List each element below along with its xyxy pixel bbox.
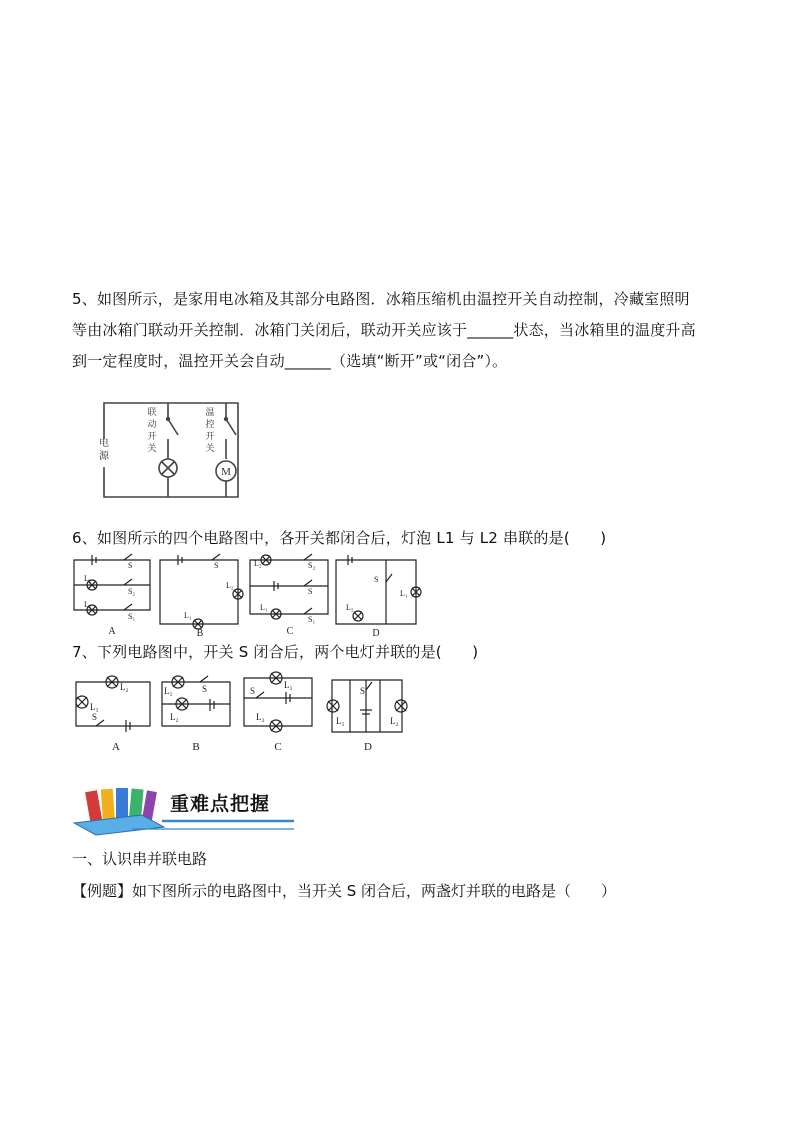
svg-text:L₂: L₂ — [256, 712, 265, 722]
svg-text:L₁: L₁ — [84, 600, 92, 609]
q6-option-d: D — [372, 628, 380, 639]
svg-text:L₂: L₂ — [390, 716, 399, 726]
svg-text:关: 关 — [147, 443, 157, 453]
q6-option-a: A — [108, 626, 116, 637]
section-banner-title: 重难点把握 — [170, 793, 271, 815]
svg-text:L₂: L₂ — [120, 682, 129, 692]
svg-text:L₂: L₂ — [226, 581, 234, 590]
svg-text:S: S — [360, 686, 366, 696]
example-question: 【例题】如下图所示的电路图中，当开关 S 闭合后，两盏灯并联的电路是（ ） — [72, 882, 617, 900]
q7-option-b: B — [192, 741, 200, 753]
svg-text:S: S — [128, 561, 133, 570]
q5-line-2: 等由冰箱门联动开关控制．冰箱门关闭后，联动开关应该于______状态，当冰箱里的温度升高 — [72, 321, 696, 339]
svg-text:L₁: L₁ — [400, 589, 408, 598]
svg-text:L₁: L₁ — [284, 680, 293, 690]
q7-option-a: A — [112, 741, 120, 753]
svg-text:S: S — [214, 561, 219, 570]
svg-text:L₂: L₂ — [84, 574, 92, 583]
section-heading: 一、认识串并联电路 — [72, 850, 208, 868]
svg-text:L₁: L₁ — [164, 686, 173, 696]
svg-text:S₁: S₁ — [308, 615, 316, 624]
svg-text:关: 关 — [205, 443, 215, 453]
q7-option-d: D — [364, 741, 372, 753]
svg-text:S₁: S₁ — [128, 612, 136, 621]
svg-text:L₂: L₂ — [170, 712, 179, 722]
svg-text:L₁: L₁ — [336, 716, 345, 726]
svg-text:S: S — [92, 712, 98, 722]
svg-text:源: 源 — [99, 451, 109, 462]
question-6 — [72, 523, 727, 554]
q7-option-c: C — [274, 741, 282, 753]
svg-text:开: 开 — [147, 431, 157, 441]
door-switch-label: 联 — [147, 407, 157, 417]
svg-text:S₂: S₂ — [308, 561, 316, 570]
thermo-switch-label: 温 — [205, 407, 215, 417]
q5-line-3: 到一定程度时，温控开关会自动______（选填“断开”或“闭合”）。 — [72, 352, 508, 370]
svg-text:L₁: L₁ — [184, 611, 192, 620]
q7-circuits-figure — [70, 668, 420, 754]
svg-text:S: S — [374, 575, 379, 584]
svg-text:S: S — [308, 587, 313, 596]
svg-text:L₂: L₂ — [346, 603, 354, 612]
question-7 — [72, 637, 727, 668]
svg-text:S: S — [250, 686, 256, 696]
svg-text:L₂: L₂ — [254, 559, 262, 568]
q6-text: 6、如图所示的四个电路图中，各开关都闭合后，灯泡 L1 与 L2 串联的是( ) — [72, 529, 607, 547]
q6-option-c: C — [286, 626, 294, 637]
svg-text:动: 动 — [147, 419, 157, 429]
svg-text:控: 控 — [205, 419, 215, 429]
power-label: 电 — [99, 438, 109, 449]
fridge-circuit-figure — [90, 395, 250, 507]
motor-label: M — [221, 466, 231, 478]
svg-text:S₂: S₂ — [128, 587, 136, 596]
svg-text:开: 开 — [205, 431, 215, 441]
question-5 — [72, 284, 727, 377]
q6-option-b: B — [196, 628, 204, 639]
q5-line-1: 5、如图所示，是家用电冰箱及其部分电路图．冰箱压缩机由温控开关自动控制，冷藏室照明 — [72, 290, 690, 308]
q6-circuits-figure — [70, 552, 430, 642]
svg-text:L₁: L₁ — [260, 603, 268, 612]
q7-text: 7、下列电路图中，开关 S 闭合后，两个电灯并联的是( ) — [72, 643, 479, 661]
section-banner — [72, 783, 297, 839]
svg-text:L₁: L₁ — [90, 702, 99, 712]
svg-text:S: S — [202, 684, 208, 694]
